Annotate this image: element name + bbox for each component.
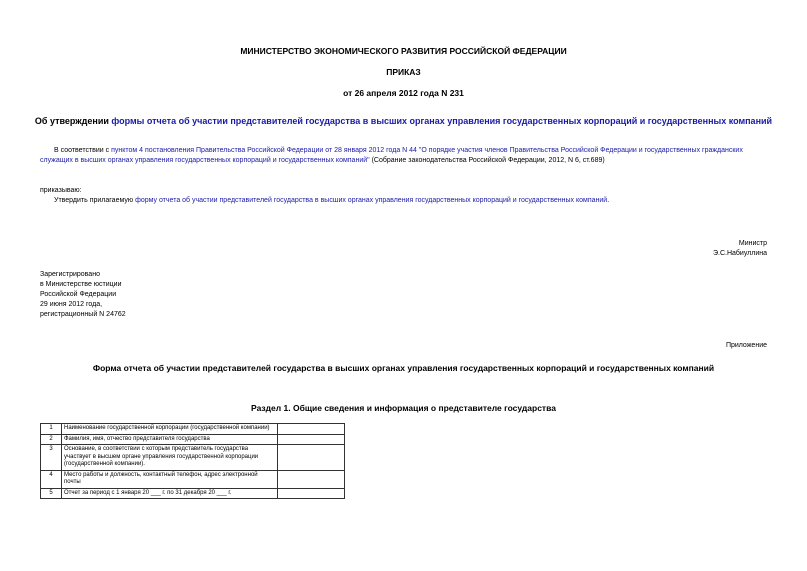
approve-paragraph — [54, 197, 609, 204]
registration-line: в Министерстве юстиции — [40, 281, 122, 288]
row-label: Фамилия, имя, отчество представителя государства — [62, 434, 278, 445]
signature-position: Министр — [738, 240, 767, 247]
preamble-text-end: (Собрание законодательства Российской Федерации, 2012, N 6, ст.689) — [369, 156, 605, 164]
row-number: 1 — [41, 424, 62, 435]
registration-line: регистрационный N 24762 — [40, 311, 126, 318]
row-number: 3 — [41, 445, 62, 471]
row-value-cell[interactable] — [278, 434, 345, 445]
row-label: Место работы и должность, контактный телефон, адрес электронной почты — [62, 470, 278, 488]
approve-prefix: Утвердить прилагаемую — [54, 197, 136, 204]
row-value-cell[interactable] — [278, 445, 345, 471]
preamble-text-start: В соответствии с — [54, 147, 112, 154]
section-1-table — [40, 423, 345, 499]
row-value-cell[interactable] — [278, 470, 345, 488]
row-number: 2 — [41, 434, 62, 445]
section-title: Раздел 1. Общие сведения и информация о представителе государства — [251, 403, 556, 413]
document-title — [0, 116, 807, 126]
approve-form-link[interactable]: форму отчета об участии представителей государства в высших органах управления государственных корпораций и государственных компаний — [135, 197, 608, 204]
ministry-heading: МИНИСТЕРСТВО ЭКОНОМИЧЕСКОГО РАЗВИТИЯ РОССИЙСКОЙ ФЕДЕРАЦИИ — [240, 46, 567, 56]
registration-block — [40, 270, 240, 320]
appendix-label: Приложение — [725, 342, 767, 349]
preamble-paragraph — [40, 146, 770, 165]
signature-name: Э.С.Набиуллина — [712, 250, 767, 257]
table-row — [41, 434, 345, 445]
order-word: приказываю: — [40, 187, 82, 194]
title-prefix: Об утверждении — [34, 116, 112, 126]
registration-line: Зарегистрировано — [40, 271, 100, 278]
row-value-cell[interactable] — [278, 488, 345, 499]
form-title: Форма отчета об участии представителей государства в высших органах управления государственных корпораций и государственных компаний — [92, 363, 715, 373]
row-number: 5 — [41, 488, 62, 499]
row-label: Отчет за период с 1 января 20 ___ г. по 31 декабря 20 ___ г. — [62, 488, 278, 499]
registration-line: Российской Федерации — [40, 291, 117, 298]
row-label: Основание, в соответствии с которым представитель государства участвует в высшем органе управления государственной корпорации (государственной компании). — [62, 445, 278, 471]
registration-line: 29 июня 2012 года, — [40, 301, 103, 308]
preamble-resolution-link[interactable]: пунктом 4 постановления Правительства Российской Федерации от 28 января 2012 года N 44 "О порядке участия членов Правительства Российской Федерации и государственных гражданских служащих в высших органах управления государственных корпораций и государственных компаний" — [40, 147, 743, 164]
table-row — [41, 424, 345, 435]
document-type: ПРИКАЗ — [386, 67, 421, 77]
approve-suffix: . — [607, 197, 610, 204]
row-value-cell[interactable] — [278, 424, 345, 435]
table-row — [41, 470, 345, 488]
title-form-link[interactable]: формы отчета об участии представителей государства в высших органах управления государственных корпораций и государственных компаний — [111, 116, 773, 126]
table-row — [41, 488, 345, 499]
row-number: 4 — [41, 470, 62, 488]
table-row — [41, 445, 345, 471]
row-label: Наименование государственной корпорации (государственной компании) — [62, 424, 278, 435]
document-date: от 26 апреля 2012 года N 231 — [343, 88, 464, 98]
